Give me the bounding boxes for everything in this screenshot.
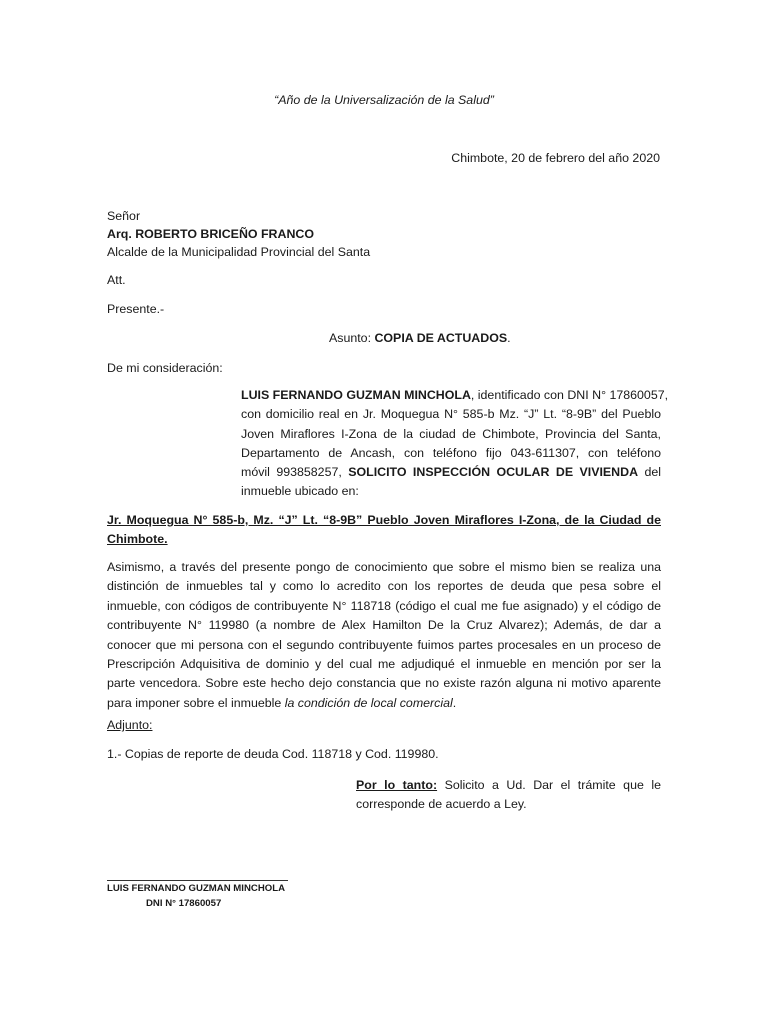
greeting: De mi consideración: <box>107 361 223 375</box>
closing-line: corresponde de acuerdo a Ley. <box>356 797 527 811</box>
request-text: , identificado con DNI N° 17860057, <box>470 388 669 402</box>
address-line: Jr. Moquegua N° 585-b, Mz. “J” Lt. “8-9B” Pueblo Joven Miraflores I-Zona, de la Ciudad de <box>107 513 661 527</box>
year-motto: “Año de la Universalización de la Salud” <box>274 93 494 107</box>
subject-line <box>329 331 511 345</box>
explanation-line <box>107 694 661 713</box>
explanation-line: inmueble, con códigos de contribuyente N° 118718 (código el cual me fue asignado) y el código de <box>107 598 661 613</box>
request-text: del <box>638 465 661 480</box>
request-line: con domicilio real en Jr. Moquegua N° 585-b Mz. “J” Lt. “8-9B” del Pueblo <box>241 407 661 422</box>
property-address <box>107 511 661 549</box>
explanation-line: Prescripción Adquisitiva de dominio y del cual me adjudiqué el inmueble en mención por ser la <box>107 657 661 672</box>
attachments-label: Adjunto: <box>107 718 153 732</box>
closing-line <box>356 776 661 795</box>
request-action: SOLICITO INSPECCIÓN OCULAR DE VIVIENDA <box>348 465 639 480</box>
subject-value: COPIA DE ACTUADOS <box>374 331 508 345</box>
salutation: Señor <box>107 209 141 223</box>
presente-label: Presente.- <box>107 302 165 316</box>
explanation-text: para imponer sobre el inmueble <box>107 695 285 710</box>
closing-label: Por lo tanto: <box>356 778 438 792</box>
request-text: móvil 993858257, <box>241 465 349 480</box>
request-line <box>241 386 669 405</box>
applicant-name: LUIS FERNANDO GUZMAN MINCHOLA <box>241 388 471 402</box>
recipient-name: Arq. ROBERTO BRICEÑO FRANCO <box>107 227 314 241</box>
closing-text: Solicito a Ud. Dar el trámite que le <box>437 778 661 792</box>
explanation-line: conocer que mi persona con el segundo contribuyente fuimos partes procesales en un proceso de <box>107 637 661 652</box>
closing-paragraph <box>356 776 661 814</box>
explanation-line: parte vencedora. Sobre este hecho dejo constancia que no existe razón alguna ni motivo aparente <box>107 676 661 691</box>
explanation-paragraph <box>107 558 661 713</box>
subject-label: Asunto: <box>329 331 375 345</box>
explanation-line: contribuyente N° 119980 (a nombre de Alex Hamilton De la Cruz Alvarez); Además, de dar a <box>107 618 661 633</box>
attachment-item: 1.- Copias de reporte de deuda Cod. 118718 y Cod. 119980. <box>107 747 439 761</box>
emphasis-text: la condición de local comercial <box>284 695 453 710</box>
recipient-position: Alcalde de la Municipalidad Provincial del Santa <box>107 245 371 259</box>
signatory-name: LUIS FERNANDO GUZMAN MINCHOLA <box>107 883 286 894</box>
explanation-line: Asimismo, a través del presente pongo de conocimiento que sobre el mismo bien se realiza una <box>107 560 661 574</box>
address-line: Chimbote. <box>107 532 168 546</box>
place-date: Chimbote, 20 de febrero del año 2020 <box>451 151 660 165</box>
request-line: inmueble ubicado en: <box>241 484 359 499</box>
explanation-line: distinción de inmuebles tal y como lo acredito con los reportes de deuda que pesa sobre el <box>107 579 661 594</box>
request-line: Departamento de Ancash, con teléfono fijo 043-611307, con teléfono <box>241 445 661 460</box>
explanation-text: . <box>452 695 457 710</box>
attention-label: Att. <box>107 273 126 287</box>
request-line <box>241 463 661 482</box>
signature-line <box>107 880 288 881</box>
request-line: Joven Miraflores I-Zona de la ciudad de Chimbote, Provincia del Santa, <box>241 426 661 441</box>
signatory-dni: DNI N° 17860057 <box>146 898 222 909</box>
request-paragraph <box>241 386 669 502</box>
subject-end: . <box>507 331 511 345</box>
